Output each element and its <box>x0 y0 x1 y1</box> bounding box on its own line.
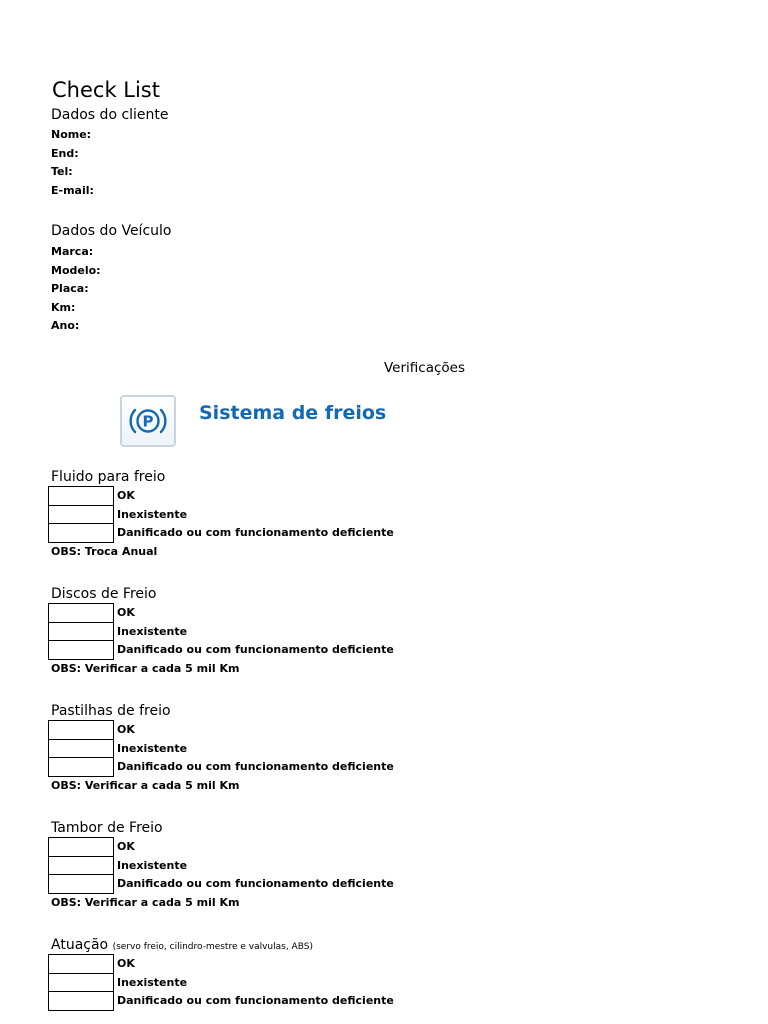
page-title: Check List <box>52 78 160 102</box>
section-title <box>51 468 394 487</box>
vehicle-field-brand: Marca: <box>51 245 94 258</box>
client-field-email: E-mail: <box>51 183 94 197</box>
check-section-brake-discs <box>48 585 394 678</box>
vehicle-field-year: Ano: <box>51 319 80 332</box>
option-row-missing <box>48 506 394 525</box>
section-title-text: Atuação <box>51 937 109 953</box>
obs-note: OBS: Verificar a cada 5 mil Km <box>51 778 240 792</box>
option-row-ok <box>48 838 394 857</box>
check-box-damaged[interactable] <box>48 991 114 1011</box>
check-box-missing[interactable] <box>48 622 114 642</box>
obs-note: OBS: Verificar a cada 5 mil Km <box>51 661 240 675</box>
section-title-note: (servo freio, cilindro-mestre e valvulas, ABS) <box>112 942 313 952</box>
vehicle-field-km: Km: <box>51 300 76 314</box>
option-label-missing: Inexistente <box>117 507 188 521</box>
section-title-text: Discos de Freio <box>51 586 157 602</box>
section-title-text: Fluido para freio <box>51 469 166 485</box>
option-label-ok: OK <box>117 606 135 619</box>
option-row-ok <box>48 955 394 974</box>
check-box-ok[interactable] <box>48 954 114 974</box>
option-label-ok: OK <box>117 957 135 970</box>
obs-note: OBS: Troca Anual <box>51 544 158 558</box>
vehicle-field-list <box>51 243 101 336</box>
brake-system-title: Sistema de freios <box>199 402 387 424</box>
option-label-ok: OK <box>117 489 135 502</box>
brake-system-banner <box>120 395 386 447</box>
option-label-damaged: Danificado ou com funcionamento deficiente <box>117 526 394 539</box>
client-data-heading: Dados do cliente <box>51 107 169 123</box>
section-title <box>51 585 394 604</box>
check-box-ok[interactable] <box>48 603 114 623</box>
client-field-name: Nome: <box>51 128 92 141</box>
option-row-damaged <box>48 992 394 1011</box>
check-section-brake-drum <box>48 819 394 912</box>
check-section-brake-fluid <box>48 468 394 561</box>
option-label-damaged: Danificado ou com funcionamento deficiente <box>117 877 394 890</box>
vehicle-data-heading: Dados do Veículo <box>51 223 172 239</box>
check-box-ok[interactable] <box>48 720 114 740</box>
check-box-damaged[interactable] <box>48 757 114 777</box>
option-label-damaged: Danificado ou com funcionamento deficiente <box>117 760 394 773</box>
option-row-damaged <box>48 524 394 543</box>
option-label-ok: OK <box>117 840 135 853</box>
option-row-missing <box>48 974 394 993</box>
svg-text:P: P <box>142 412 154 431</box>
option-label-missing: Inexistente <box>117 624 188 638</box>
check-box-missing[interactable] <box>48 856 114 876</box>
option-label-damaged: Danificado ou com funcionamento deficiente <box>117 643 394 656</box>
client-field-list <box>51 126 94 200</box>
option-row-damaged <box>48 641 394 660</box>
vehicle-field-model: Modelo: <box>51 263 101 277</box>
option-row-missing <box>48 740 394 759</box>
check-box-ok[interactable] <box>48 486 114 506</box>
section-title-text: Pastilhas de freio <box>51 703 171 719</box>
check-section-actuation <box>48 936 394 1011</box>
option-label-ok: OK <box>117 723 135 736</box>
option-label-damaged: Danificado ou com funcionamento deficiente <box>117 994 394 1007</box>
option-label-missing: Inexistente <box>117 741 188 755</box>
section-title-text: Tambor de Freio <box>51 820 163 836</box>
vehicle-field-plate: Placa: <box>51 282 89 295</box>
client-field-address: End: <box>51 146 79 160</box>
verifications-heading: Verificações <box>384 360 466 376</box>
option-row-damaged <box>48 875 394 894</box>
section-title <box>51 936 394 955</box>
option-row-ok <box>48 487 394 506</box>
check-box-missing[interactable] <box>48 973 114 993</box>
check-box-damaged[interactable] <box>48 874 114 894</box>
check-box-missing[interactable] <box>48 505 114 525</box>
option-row-damaged <box>48 758 394 777</box>
parking-brake-icon <box>120 395 176 447</box>
section-title <box>51 702 394 721</box>
obs-note: OBS: Verificar a cada 5 mil Km <box>51 895 240 909</box>
section-title <box>51 819 394 838</box>
option-label-missing: Inexistente <box>117 858 188 872</box>
option-label-missing: Inexistente <box>117 975 188 989</box>
check-box-damaged[interactable] <box>48 640 114 660</box>
check-box-damaged[interactable] <box>48 523 114 543</box>
option-row-ok <box>48 721 394 740</box>
check-section-brake-pads <box>48 702 394 795</box>
option-row-missing <box>48 857 394 876</box>
check-box-ok[interactable] <box>48 837 114 857</box>
option-row-ok <box>48 604 394 623</box>
option-row-missing <box>48 623 394 642</box>
client-field-phone: Tel: <box>51 165 73 178</box>
check-box-missing[interactable] <box>48 739 114 759</box>
